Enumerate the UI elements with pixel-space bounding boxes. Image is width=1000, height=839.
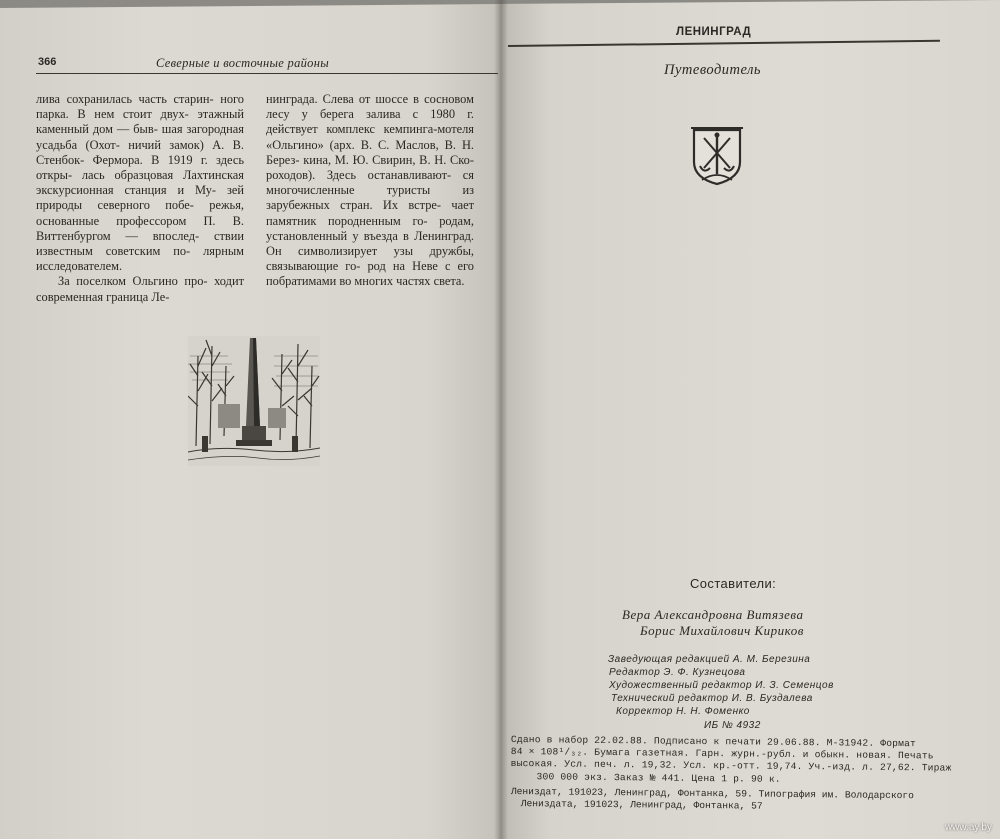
text-column-left [36,92,244,305]
editorial-credit: Художественный редактор И. З. Семенцов [609,680,834,691]
watermark: www.ay.by [944,822,992,833]
author-name: Вера Александровна Витязева [622,607,804,622]
leningrad-coat-of-arms-icon [690,124,744,186]
ib-number: ИБ № 4932 [704,720,761,731]
page-number: 366 [38,56,57,68]
publisher-block [511,786,966,815]
imprint-line: высокая. Усл. печ. л. 19,32. Усл. кр.-отт. 19,74. Уч.-изд. л. 27,62. Тираж [510,758,952,775]
compilers-heading: Составители: [690,576,777,591]
editorial-credit: Корректор Н. Н. Фоменко [616,706,750,717]
text-column-right [266,92,474,290]
right-page [500,0,1000,839]
editorial-credit: Заведующая редакцией А. М. Березина [608,654,811,665]
paragraph: нинграда. Слева от шоссе в сосновом лесу у берега залива с 1980 г. действует комплекс кемпинга-мотеля «Ольгино» (арх. В. С. Маслов, В. Н. Берез- кина, М. Ю. Свирин, В. Н. Ско- роходов). Здесь останавливают- ся многочисленные туристы из зарубежных стран. Их встре- чает памятник породненным го- родам, установленный у въезда в Ленинград. Он символизирует узы дружбы, связывающие го- род на Неве с его побратимами во многих частях света. [266,92,474,289]
publisher-line: Лениздата, 191023, Ленинград, Фонтанка, 57 [520,798,763,812]
book-title: ЛЕНИНГРАД [676,26,752,38]
imprint-line: 300 000 экз. Заказ № 441. Цена 1 р. 90 к. [536,770,781,785]
editorial-credit: Редактор Э. Ф. Кузнецова [609,667,746,678]
imprint-block [510,734,965,788]
editorial-credit: Технический редактор И. В. Буздалева [611,693,813,704]
paragraph: лива сохранилась часть старин- ного парка. В нем стоит двух- этажный каменный дом — быв- шая загородная усадьба (Охот- ничий замок) А. В. Стенбок- Фермора. В 1919 г. здесь откры- лась образцовая Лахтинская экскурсионная станция и Му- зей природы северного побе- режья, основанные профессором П. В. Виттенбургом — впослед- ствии известным советским по- лярным исследователем. [36,92,244,274]
book-gutter [494,0,508,839]
header-rule [36,73,498,74]
author-name: Борис Михайлович Кириков [640,623,804,638]
obelisk-illustration [188,336,320,466]
book-subtitle: Путеводитель [664,62,762,78]
paragraph: За поселком Ольгино про- ходит современная граница Ле- [36,274,244,304]
imprint-line: Сдано в набор 22.02.88. Подписано к печати 29.06.88. М-31942. Формат [510,734,917,750]
running-title: Северные и восточные районы [156,56,329,70]
imprint-line: 84 × 108¹/₃₂. Бумага газетная. Гарн. журн.-рубл. и обыкн. новая. Печать [510,746,934,762]
publisher-line: Лениздат, 191023, Ленинград, Фонтанка, 59. Типография им. Володарского [510,786,914,802]
